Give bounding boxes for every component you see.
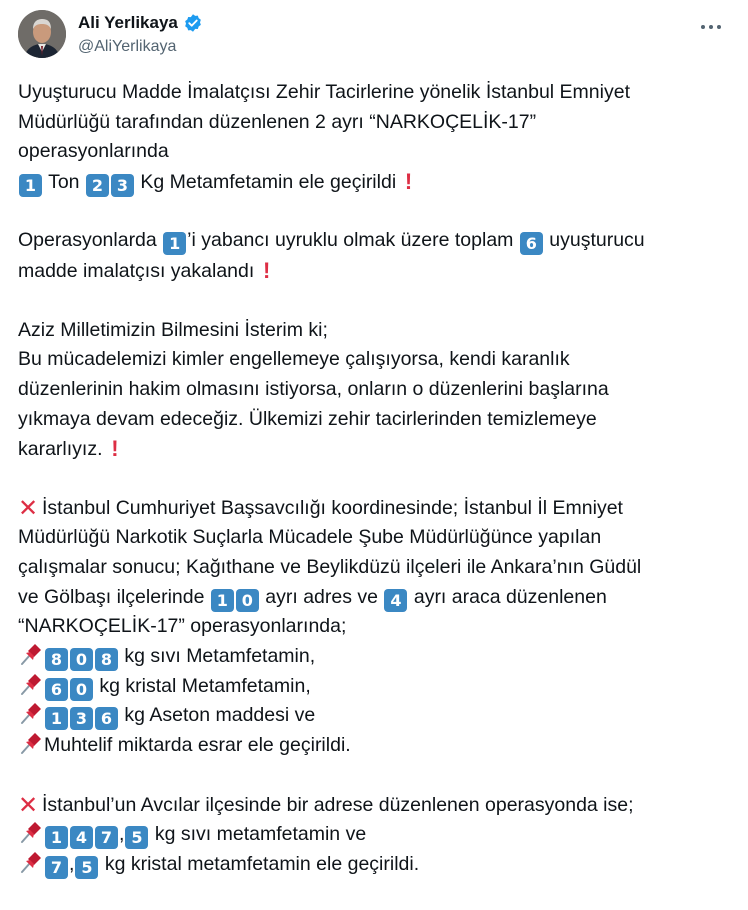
text-line: yıkmaya devam edeceğiz. Ülkemizi zehir tacirlerinden temizlemeye xyxy=(18,407,597,430)
text-segment: Operasyonlarda xyxy=(18,229,157,252)
text-line xyxy=(18,672,730,702)
text-line xyxy=(18,167,730,197)
keycap-digit: 0 xyxy=(236,589,259,612)
verified-badge-icon xyxy=(183,13,203,33)
keycap-digit: 6 xyxy=(95,707,118,730)
keycap-digit: 5 xyxy=(75,856,98,879)
text-line xyxy=(18,256,730,286)
pushpin-icon xyxy=(18,731,44,755)
keycap-digit: 3 xyxy=(111,174,134,197)
text-segment: kararlıyız. xyxy=(18,438,103,461)
text-segment: kg sıvı Metamfetamin, xyxy=(124,645,316,668)
pushpin-icon xyxy=(18,850,44,874)
more-options-icon[interactable] xyxy=(696,12,726,42)
text-segment: İstanbul’un Avcılar ilçesinde bir adrese düzenlenen operasyonda ise; xyxy=(42,793,634,816)
tweet-header xyxy=(18,10,730,62)
text-line: Uyuşturucu Madde İmalatçısı Zehir Tacirlerine yönelik İstanbul Emniyet xyxy=(18,81,630,103)
keycap-digit: 1 xyxy=(211,589,234,612)
keycap-digit: 8 xyxy=(45,648,68,671)
text-line xyxy=(18,434,730,464)
text-segment: ’i yabancı uyruklu olmak üzere toplam xyxy=(187,229,514,252)
keycap-digit: 1 xyxy=(45,826,68,849)
text-line xyxy=(18,731,730,761)
author-block xyxy=(78,12,203,56)
text-segment: kg sıvı metamfetamin ve xyxy=(154,823,367,846)
pushpin-icon xyxy=(18,820,44,844)
keycap-digit: 1 xyxy=(45,707,68,730)
text-line xyxy=(18,642,730,672)
text-segment: Ton xyxy=(48,171,80,194)
text-segment: ayrı adres ve xyxy=(265,585,378,608)
keycap-digit: 2 xyxy=(86,174,109,197)
text-line xyxy=(18,791,730,821)
cross-mark-icon: ✕ xyxy=(18,791,39,819)
exclamation-icon: ! xyxy=(263,258,271,284)
text-segment: madde imalatçısı yakalandı xyxy=(18,260,255,283)
text-segment: Kg Metamfetamin ele geçirildi xyxy=(140,171,397,194)
keycap-digit: 0 xyxy=(70,678,93,701)
text-line: Aziz Milletimizin Bilmesini İsterim ki; xyxy=(18,318,328,341)
text-line xyxy=(18,494,730,524)
comma: , xyxy=(119,823,125,846)
text-segment: İstanbul Cumhuriyet Başsavcılığı koordinesinde; İstanbul İl Emniyet xyxy=(42,496,623,519)
pushpin-icon xyxy=(18,701,44,725)
keycap-digit: 4 xyxy=(70,826,93,849)
pushpin-icon xyxy=(18,672,44,696)
text-segment: ayrı araca düzenlenen xyxy=(413,585,607,608)
keycap-digit: 5 xyxy=(125,826,148,849)
text-line: düzenlerinin hakim olmasını istiyorsa, onların o düzenlerini başlarına xyxy=(18,377,609,400)
keycap-digit: 1 xyxy=(19,174,42,197)
keycap-digit: 7 xyxy=(45,856,68,879)
text-line: çalışmalar sonucu; Kağıthane ve Beylikdüzü ilçeleri ile Ankara’nın Güdül xyxy=(18,556,642,578)
exclamation-icon: ! xyxy=(404,169,413,195)
keycap-digit: 1 xyxy=(163,232,186,255)
keycap-digit: 8 xyxy=(95,648,118,671)
text-segment: kg Aseton maddesi ve xyxy=(124,704,316,727)
avatar[interactable] xyxy=(18,10,66,58)
keycap-digit: 6 xyxy=(520,232,543,255)
keycap-digit: 6 xyxy=(45,678,68,701)
text-line xyxy=(18,820,730,850)
text-line: operasyonlarında xyxy=(18,140,169,163)
pushpin-icon xyxy=(18,642,44,666)
text-segment: Muhtelif miktarda esrar ele geçirildi. xyxy=(44,734,351,757)
text-line xyxy=(18,850,730,880)
cross-mark-icon: ✕ xyxy=(18,494,39,522)
author-handle[interactable]: @AliYerlikaya xyxy=(78,38,177,55)
text-line xyxy=(18,226,730,256)
keycap-digit: 4 xyxy=(384,589,407,612)
text-segment: uyuşturucu xyxy=(549,229,645,252)
keycap-digit: 7 xyxy=(95,826,118,849)
text-segment: ve Gölbaşı ilçelerinde xyxy=(18,585,205,608)
text-line: Müdürlüğü tarafından düzenlenen 2 ayrı “NARKOÇELİK-17” xyxy=(18,110,537,133)
keycap-digit: 3 xyxy=(70,707,93,730)
text-line: “NARKOÇELİK-17” operasyonlarında; xyxy=(18,615,347,638)
exclamation-icon: ! xyxy=(111,436,119,462)
text-segment: kg kristal metamfetamin ele geçirildi. xyxy=(104,852,420,875)
tweet-text xyxy=(18,78,730,880)
keycap-digit: 0 xyxy=(70,648,93,671)
author-name[interactable]: Ali Yerlikaya xyxy=(78,13,178,32)
text-line xyxy=(18,583,730,613)
text-line: Bu mücadelemizi kimler engellemeye çalışıyorsa, kendi karanlık xyxy=(18,348,570,371)
text-line xyxy=(18,701,730,731)
text-segment: kg kristal Metamfetamin, xyxy=(99,674,311,697)
comma: , xyxy=(69,852,75,875)
text-line: Müdürlüğü Narkotik Suçlarla Mücadele Şube Müdürlüğünce yapılan xyxy=(18,526,602,549)
